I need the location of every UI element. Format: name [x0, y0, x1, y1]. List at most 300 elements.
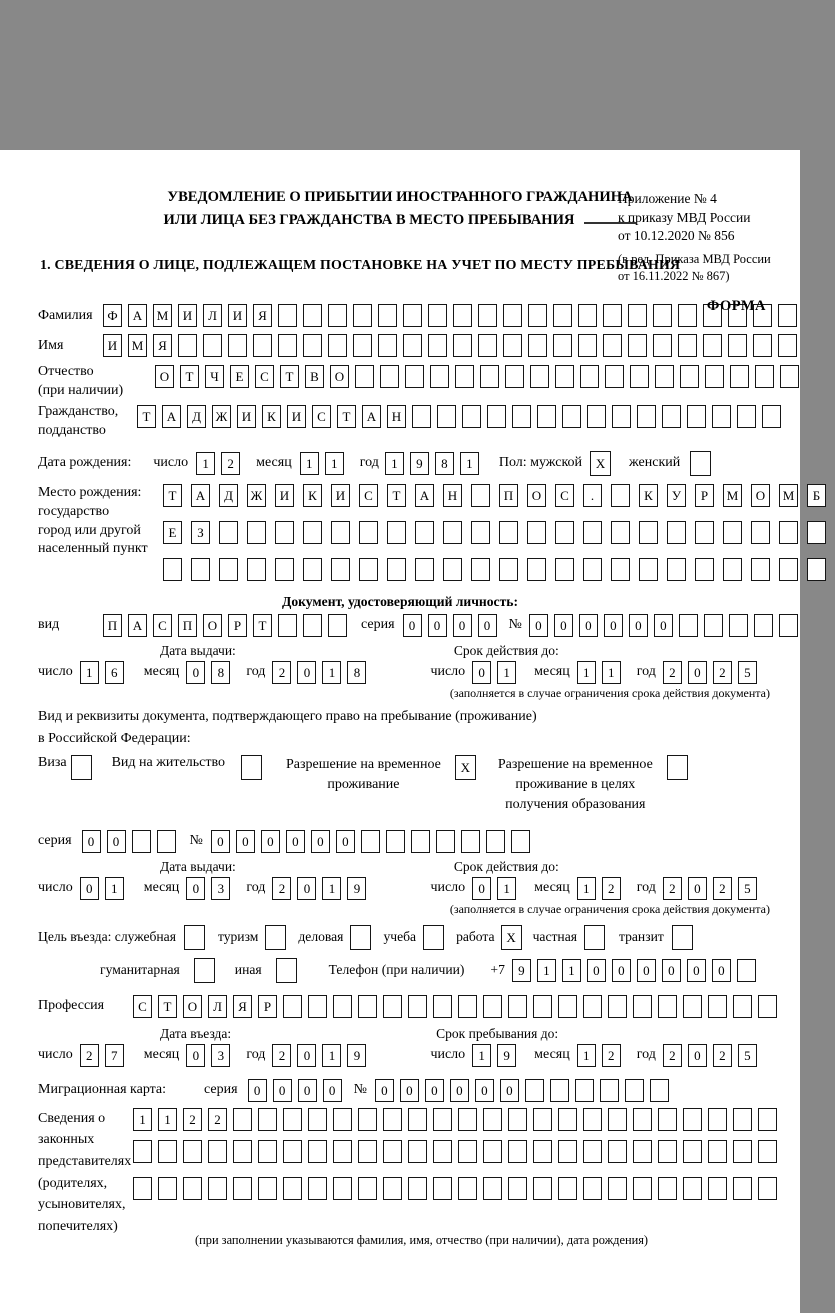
- char-cell[interactable]: 0: [248, 1079, 267, 1102]
- char-cell[interactable]: К: [262, 405, 281, 428]
- char-cell[interactable]: 0: [273, 1079, 292, 1102]
- char-cell[interactable]: [415, 521, 434, 544]
- char-cell[interactable]: Т: [158, 995, 177, 1018]
- char-cell[interactable]: [331, 521, 350, 544]
- char-cell[interactable]: Н: [387, 405, 406, 428]
- char-cell[interactable]: [562, 405, 581, 428]
- char-cell[interactable]: [333, 995, 352, 1018]
- char-cell[interactable]: [308, 995, 327, 1018]
- char-cell[interactable]: [355, 365, 374, 388]
- char-cell[interactable]: [578, 334, 597, 357]
- char-cell[interactable]: [478, 304, 497, 327]
- char-cell[interactable]: [443, 521, 462, 544]
- char-cell[interactable]: [358, 1108, 377, 1131]
- char-cell[interactable]: [703, 334, 722, 357]
- char-cell[interactable]: Д: [219, 484, 238, 507]
- char-cell[interactable]: 1: [322, 877, 341, 900]
- char-cell[interactable]: О: [155, 365, 174, 388]
- char-cell[interactable]: 3: [211, 1044, 230, 1067]
- char-cell[interactable]: [471, 484, 490, 507]
- char-cell[interactable]: 0: [612, 959, 631, 982]
- char-cell[interactable]: [778, 304, 797, 327]
- char-cell[interactable]: [583, 1177, 602, 1200]
- char-cell[interactable]: [383, 1177, 402, 1200]
- char-cell[interactable]: 0: [400, 1079, 419, 1102]
- char-cell[interactable]: [258, 1177, 277, 1200]
- char-cell[interactable]: М: [779, 484, 798, 507]
- char-cell[interactable]: 1: [537, 959, 556, 982]
- char-cell[interactable]: О: [203, 614, 222, 637]
- char-cell[interactable]: [387, 558, 406, 581]
- char-cell[interactable]: Я: [233, 995, 252, 1018]
- char-cell[interactable]: [383, 1140, 402, 1163]
- char-cell[interactable]: [583, 995, 602, 1018]
- char-cell[interactable]: [487, 405, 506, 428]
- char-cell[interactable]: [625, 1079, 644, 1102]
- char-cell[interactable]: [132, 830, 151, 853]
- char-cell[interactable]: 1: [497, 661, 516, 684]
- char-cell[interactable]: 1: [577, 877, 596, 900]
- char-cell[interactable]: Т: [180, 365, 199, 388]
- char-cell[interactable]: И: [103, 334, 122, 357]
- char-cell[interactable]: [754, 614, 773, 637]
- char-cell[interactable]: Д: [187, 405, 206, 428]
- char-cell[interactable]: [508, 1108, 527, 1131]
- char-cell[interactable]: С: [555, 484, 574, 507]
- char-cell[interactable]: [333, 1108, 352, 1131]
- char-cell[interactable]: [708, 1108, 727, 1131]
- char-cell[interactable]: [433, 995, 452, 1018]
- char-cell[interactable]: 1: [460, 452, 479, 475]
- char-cell[interactable]: [303, 614, 322, 637]
- char-cell[interactable]: 6: [105, 661, 124, 684]
- char-cell[interactable]: [333, 1140, 352, 1163]
- char-cell[interactable]: А: [128, 614, 147, 637]
- char-cell[interactable]: [276, 958, 297, 983]
- char-cell[interactable]: [528, 334, 547, 357]
- char-cell[interactable]: [359, 521, 378, 544]
- char-cell[interactable]: А: [162, 405, 181, 428]
- char-cell[interactable]: [558, 1108, 577, 1131]
- char-cell[interactable]: [443, 558, 462, 581]
- char-cell[interactable]: 1: [322, 661, 341, 684]
- char-cell[interactable]: 8: [211, 661, 230, 684]
- char-cell[interactable]: [383, 995, 402, 1018]
- char-cell[interactable]: [807, 558, 826, 581]
- char-cell[interactable]: А: [128, 304, 147, 327]
- char-cell[interactable]: [415, 558, 434, 581]
- char-cell[interactable]: [600, 1079, 619, 1102]
- char-cell[interactable]: [458, 995, 477, 1018]
- char-cell[interactable]: 0: [688, 1044, 707, 1067]
- char-cell[interactable]: О: [527, 484, 546, 507]
- char-cell[interactable]: 9: [347, 877, 366, 900]
- char-cell[interactable]: [386, 830, 405, 853]
- char-cell[interactable]: [265, 925, 286, 950]
- char-cell[interactable]: [733, 1140, 752, 1163]
- char-cell[interactable]: [508, 1140, 527, 1163]
- char-cell[interactable]: [158, 1140, 177, 1163]
- char-cell[interactable]: [471, 521, 490, 544]
- char-cell[interactable]: 0: [472, 661, 491, 684]
- char-cell[interactable]: [133, 1140, 152, 1163]
- char-cell[interactable]: [275, 558, 294, 581]
- char-cell[interactable]: [733, 995, 752, 1018]
- char-cell[interactable]: [208, 1140, 227, 1163]
- char-cell[interactable]: О: [183, 995, 202, 1018]
- char-cell[interactable]: [737, 405, 756, 428]
- char-cell[interactable]: [758, 1108, 777, 1131]
- char-cell[interactable]: [499, 521, 518, 544]
- char-cell[interactable]: 0: [587, 959, 606, 982]
- char-cell[interactable]: [605, 365, 624, 388]
- char-cell[interactable]: [303, 558, 322, 581]
- char-cell[interactable]: 0: [579, 614, 598, 637]
- char-cell[interactable]: [558, 995, 577, 1018]
- char-cell[interactable]: [503, 304, 522, 327]
- char-cell[interactable]: 1: [562, 959, 581, 982]
- char-cell[interactable]: А: [362, 405, 381, 428]
- char-cell[interactable]: [278, 334, 297, 357]
- char-cell[interactable]: Ж: [212, 405, 231, 428]
- char-cell[interactable]: Р: [228, 614, 247, 637]
- char-cell[interactable]: [462, 405, 481, 428]
- char-cell[interactable]: Ч: [205, 365, 224, 388]
- char-cell[interactable]: 2: [663, 661, 682, 684]
- char-cell[interactable]: [662, 405, 681, 428]
- char-cell[interactable]: [575, 1079, 594, 1102]
- char-cell[interactable]: .: [583, 484, 602, 507]
- char-cell[interactable]: 0: [428, 614, 447, 637]
- char-cell[interactable]: [712, 405, 731, 428]
- char-cell[interactable]: [358, 1140, 377, 1163]
- char-cell[interactable]: [380, 365, 399, 388]
- char-cell[interactable]: 7: [105, 1044, 124, 1067]
- char-cell[interactable]: К: [303, 484, 322, 507]
- char-cell[interactable]: [258, 1140, 277, 1163]
- char-cell[interactable]: [333, 1177, 352, 1200]
- char-cell[interactable]: [683, 1140, 702, 1163]
- char-cell[interactable]: [583, 1140, 602, 1163]
- char-cell[interactable]: [453, 304, 472, 327]
- char-cell[interactable]: В: [305, 365, 324, 388]
- char-cell[interactable]: [687, 405, 706, 428]
- char-cell[interactable]: Т: [163, 484, 182, 507]
- char-cell[interactable]: [608, 1108, 627, 1131]
- char-cell[interactable]: С: [312, 405, 331, 428]
- char-cell[interactable]: [667, 558, 686, 581]
- char-cell[interactable]: [683, 1177, 702, 1200]
- char-cell[interactable]: [453, 334, 472, 357]
- char-cell[interactable]: [303, 334, 322, 357]
- char-cell[interactable]: И: [178, 304, 197, 327]
- char-cell[interactable]: 0: [80, 877, 99, 900]
- char-cell[interactable]: [158, 1177, 177, 1200]
- char-cell[interactable]: [163, 558, 182, 581]
- char-cell[interactable]: [758, 1140, 777, 1163]
- char-cell[interactable]: 2: [183, 1108, 202, 1131]
- char-cell[interactable]: [553, 304, 572, 327]
- char-cell[interactable]: [203, 334, 222, 357]
- char-cell[interactable]: X: [455, 755, 476, 780]
- char-cell[interactable]: [208, 1177, 227, 1200]
- char-cell[interactable]: 0: [654, 614, 673, 637]
- char-cell[interactable]: [308, 1177, 327, 1200]
- char-cell[interactable]: [283, 1140, 302, 1163]
- char-cell[interactable]: [667, 521, 686, 544]
- char-cell[interactable]: [680, 365, 699, 388]
- char-cell[interactable]: [275, 521, 294, 544]
- char-cell[interactable]: [695, 521, 714, 544]
- char-cell[interactable]: [511, 830, 530, 853]
- char-cell[interactable]: Е: [163, 521, 182, 544]
- char-cell[interactable]: 0: [472, 877, 491, 900]
- char-cell[interactable]: [611, 558, 630, 581]
- char-cell[interactable]: 0: [450, 1079, 469, 1102]
- char-cell[interactable]: [578, 304, 597, 327]
- char-cell[interactable]: 0: [662, 959, 681, 982]
- char-cell[interactable]: [558, 1140, 577, 1163]
- char-cell[interactable]: 0: [297, 877, 316, 900]
- char-cell[interactable]: [405, 365, 424, 388]
- char-cell[interactable]: 2: [602, 1044, 621, 1067]
- char-cell[interactable]: О: [751, 484, 770, 507]
- char-cell[interactable]: [780, 365, 799, 388]
- char-cell[interactable]: [423, 925, 444, 950]
- char-cell[interactable]: [458, 1177, 477, 1200]
- char-cell[interactable]: Л: [208, 995, 227, 1018]
- char-cell[interactable]: [612, 405, 631, 428]
- char-cell[interactable]: И: [331, 484, 350, 507]
- char-cell[interactable]: [658, 1177, 677, 1200]
- char-cell[interactable]: [283, 1177, 302, 1200]
- char-cell[interactable]: [608, 995, 627, 1018]
- char-cell[interactable]: [530, 365, 549, 388]
- char-cell[interactable]: [378, 304, 397, 327]
- char-cell[interactable]: [233, 1177, 252, 1200]
- char-cell[interactable]: А: [415, 484, 434, 507]
- char-cell[interactable]: [603, 304, 622, 327]
- char-cell[interactable]: 3: [211, 877, 230, 900]
- char-cell[interactable]: 1: [80, 661, 99, 684]
- char-cell[interactable]: [480, 365, 499, 388]
- char-cell[interactable]: [653, 334, 672, 357]
- char-cell[interactable]: [157, 830, 176, 853]
- char-cell[interactable]: [733, 1108, 752, 1131]
- char-cell[interactable]: [708, 1140, 727, 1163]
- char-cell[interactable]: З: [191, 521, 210, 544]
- char-cell[interactable]: Я: [153, 334, 172, 357]
- char-cell[interactable]: [430, 365, 449, 388]
- char-cell[interactable]: К: [639, 484, 658, 507]
- char-cell[interactable]: [528, 304, 547, 327]
- char-cell[interactable]: С: [255, 365, 274, 388]
- char-cell[interactable]: [408, 1108, 427, 1131]
- char-cell[interactable]: 0: [403, 614, 422, 637]
- char-cell[interactable]: Ж: [247, 484, 266, 507]
- char-cell[interactable]: [527, 521, 546, 544]
- char-cell[interactable]: [639, 558, 658, 581]
- char-cell[interactable]: 2: [663, 877, 682, 900]
- char-cell[interactable]: [525, 1079, 544, 1102]
- char-cell[interactable]: [328, 334, 347, 357]
- char-cell[interactable]: [758, 1177, 777, 1200]
- char-cell[interactable]: [258, 1108, 277, 1131]
- char-cell[interactable]: [729, 614, 748, 637]
- char-cell[interactable]: [708, 995, 727, 1018]
- char-cell[interactable]: [583, 521, 602, 544]
- char-cell[interactable]: [704, 614, 723, 637]
- char-cell[interactable]: [633, 1140, 652, 1163]
- char-cell[interactable]: [533, 995, 552, 1018]
- char-cell[interactable]: О: [330, 365, 349, 388]
- char-cell[interactable]: 0: [297, 1044, 316, 1067]
- char-cell[interactable]: [550, 1079, 569, 1102]
- char-cell[interactable]: [483, 1140, 502, 1163]
- char-cell[interactable]: 0: [500, 1079, 519, 1102]
- char-cell[interactable]: И: [275, 484, 294, 507]
- char-cell[interactable]: 5: [738, 661, 757, 684]
- char-cell[interactable]: [658, 995, 677, 1018]
- char-cell[interactable]: [672, 925, 693, 950]
- char-cell[interactable]: [408, 995, 427, 1018]
- char-cell[interactable]: [433, 1140, 452, 1163]
- char-cell[interactable]: [723, 521, 742, 544]
- char-cell[interactable]: [611, 484, 630, 507]
- char-cell[interactable]: [779, 558, 798, 581]
- char-cell[interactable]: М: [128, 334, 147, 357]
- char-cell[interactable]: [637, 405, 656, 428]
- char-cell[interactable]: [533, 1140, 552, 1163]
- char-cell[interactable]: 1: [385, 452, 404, 475]
- char-cell[interactable]: 2: [713, 877, 732, 900]
- char-cell[interactable]: 9: [347, 1044, 366, 1067]
- char-cell[interactable]: [630, 365, 649, 388]
- char-cell[interactable]: [737, 959, 756, 982]
- char-cell[interactable]: [358, 995, 377, 1018]
- char-cell[interactable]: 0: [336, 830, 355, 853]
- char-cell[interactable]: 0: [186, 877, 205, 900]
- char-cell[interactable]: 0: [298, 1079, 317, 1102]
- char-cell[interactable]: [283, 995, 302, 1018]
- char-cell[interactable]: Л: [203, 304, 222, 327]
- char-cell[interactable]: [633, 1108, 652, 1131]
- char-cell[interactable]: П: [103, 614, 122, 637]
- char-cell[interactable]: [633, 1177, 652, 1200]
- char-cell[interactable]: [679, 614, 698, 637]
- char-cell[interactable]: [537, 405, 556, 428]
- char-cell[interactable]: [455, 365, 474, 388]
- char-cell[interactable]: 1: [602, 661, 621, 684]
- char-cell[interactable]: [555, 521, 574, 544]
- char-cell[interactable]: [695, 558, 714, 581]
- char-cell[interactable]: Т: [337, 405, 356, 428]
- char-cell[interactable]: [458, 1108, 477, 1131]
- char-cell[interactable]: [527, 558, 546, 581]
- char-cell[interactable]: 0: [688, 661, 707, 684]
- char-cell[interactable]: 9: [410, 452, 429, 475]
- char-cell[interactable]: [667, 755, 688, 780]
- char-cell[interactable]: [655, 365, 674, 388]
- char-cell[interactable]: 5: [738, 1044, 757, 1067]
- char-cell[interactable]: 0: [186, 1044, 205, 1067]
- char-cell[interactable]: [730, 365, 749, 388]
- char-cell[interactable]: [683, 995, 702, 1018]
- char-cell[interactable]: [183, 1140, 202, 1163]
- char-cell[interactable]: [690, 451, 711, 476]
- char-cell[interactable]: [428, 304, 447, 327]
- char-cell[interactable]: [183, 1177, 202, 1200]
- char-cell[interactable]: [308, 1140, 327, 1163]
- char-cell[interactable]: [733, 1177, 752, 1200]
- char-cell[interactable]: [437, 405, 456, 428]
- char-cell[interactable]: [555, 558, 574, 581]
- char-cell[interactable]: [755, 365, 774, 388]
- char-cell[interactable]: 2: [208, 1108, 227, 1131]
- char-cell[interactable]: Р: [258, 995, 277, 1018]
- char-cell[interactable]: [611, 521, 630, 544]
- char-cell[interactable]: [705, 365, 724, 388]
- char-cell[interactable]: [219, 558, 238, 581]
- char-cell[interactable]: Т: [387, 484, 406, 507]
- char-cell[interactable]: [278, 304, 297, 327]
- char-cell[interactable]: [728, 334, 747, 357]
- char-cell[interactable]: 0: [425, 1079, 444, 1102]
- char-cell[interactable]: [378, 334, 397, 357]
- char-cell[interactable]: [658, 1140, 677, 1163]
- char-cell[interactable]: 0: [375, 1079, 394, 1102]
- char-cell[interactable]: 0: [604, 614, 623, 637]
- char-cell[interactable]: М: [723, 484, 742, 507]
- char-cell[interactable]: 2: [80, 1044, 99, 1067]
- char-cell[interactable]: [778, 334, 797, 357]
- char-cell[interactable]: [584, 925, 605, 950]
- char-cell[interactable]: 1: [105, 877, 124, 900]
- char-cell[interactable]: [471, 558, 490, 581]
- char-cell[interactable]: М: [153, 304, 172, 327]
- char-cell[interactable]: [483, 1108, 502, 1131]
- char-cell[interactable]: У: [667, 484, 686, 507]
- char-cell[interactable]: П: [178, 614, 197, 637]
- char-cell[interactable]: 1: [577, 1044, 596, 1067]
- char-cell[interactable]: [483, 1177, 502, 1200]
- char-cell[interactable]: 0: [107, 830, 126, 853]
- char-cell[interactable]: [580, 365, 599, 388]
- char-cell[interactable]: [408, 1177, 427, 1200]
- char-cell[interactable]: [241, 755, 262, 780]
- char-cell[interactable]: [403, 304, 422, 327]
- char-cell[interactable]: [762, 405, 781, 428]
- char-cell[interactable]: [583, 558, 602, 581]
- char-cell[interactable]: [678, 304, 697, 327]
- char-cell[interactable]: Н: [443, 484, 462, 507]
- char-cell[interactable]: [247, 521, 266, 544]
- char-cell[interactable]: [247, 558, 266, 581]
- char-cell[interactable]: [303, 304, 322, 327]
- char-cell[interactable]: [178, 334, 197, 357]
- char-cell[interactable]: [486, 830, 505, 853]
- char-cell[interactable]: [71, 755, 92, 780]
- char-cell[interactable]: 0: [629, 614, 648, 637]
- char-cell[interactable]: П: [499, 484, 518, 507]
- char-cell[interactable]: [708, 1177, 727, 1200]
- char-cell[interactable]: [751, 558, 770, 581]
- char-cell[interactable]: [650, 1079, 669, 1102]
- char-cell[interactable]: [779, 614, 798, 637]
- char-cell[interactable]: 1: [133, 1108, 152, 1131]
- char-cell[interactable]: 2: [663, 1044, 682, 1067]
- char-cell[interactable]: 0: [286, 830, 305, 853]
